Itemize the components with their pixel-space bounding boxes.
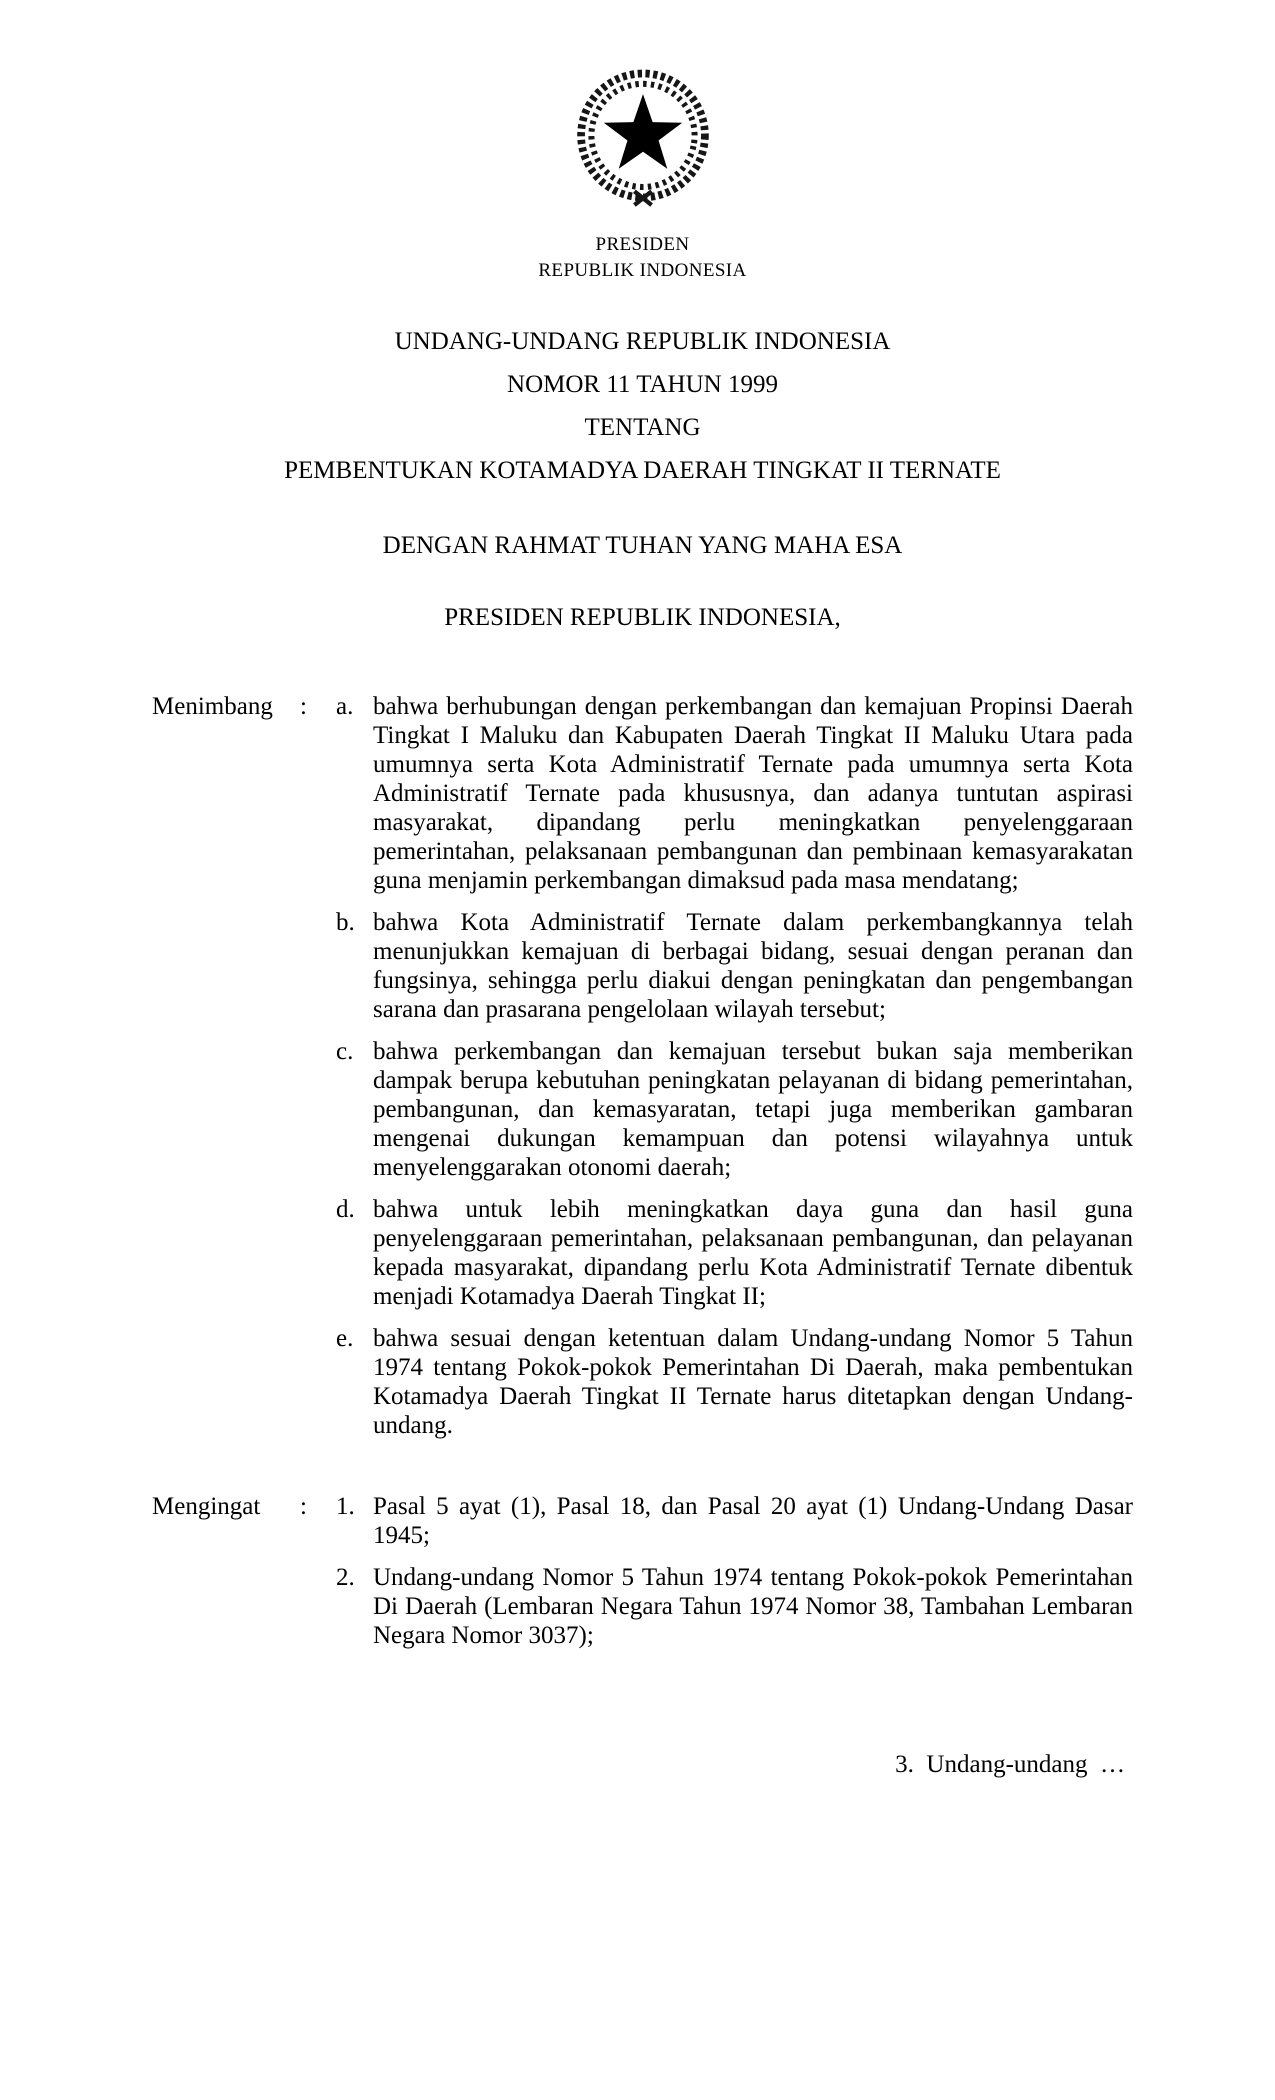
considerations-label: Menimbang: [152, 693, 273, 720]
title-law-name: UNDANG-UNDANG REPUBLIK INDONESIA: [394, 328, 891, 355]
considerations-items: [336, 692, 1133, 1440]
consideration-item-a: [336, 692, 1133, 895]
legal-basis-item-2: [336, 1563, 1133, 1650]
masthead-presiden: PRESIDEN: [595, 234, 690, 255]
consideration-item-d: [336, 1195, 1133, 1311]
consideration-item-e: [336, 1324, 1133, 1440]
masthead: [152, 52, 1133, 284]
title-law-number: NOMOR 11 TAHUN 1999: [507, 371, 778, 398]
item-marker: a.: [336, 693, 354, 720]
consideration-item-c: [336, 1037, 1133, 1182]
legal-basis-items: [336, 1492, 1133, 1650]
legal-basis-section: [152, 1492, 1133, 1650]
item-marker: e.: [336, 1325, 354, 1352]
considerations-section: [152, 692, 1133, 1440]
title-subject: PEMBENTUKAN KOTAMADYA DAERAH TINGKAT II TERNATE: [284, 457, 1001, 484]
consideration-item-b: [336, 908, 1133, 1024]
item-text: bahwa berhubungan dengan perkembangan dan kemajuan Propinsi Daerah Tingkat I Maluku dan Kabupaten Daerah Tingkat II Maluku Utara pada umumnya serta Kota Administratif Ternate pada umumnya serta Kota Administratif Ternate pada khususnya, dan adanya tuntutan aspirasi masyarakat, dipandang perlu meningkatkan penyelenggaraan pemerintahan, pelaksanaan pembangunan dan pembinaan kemasyarakatan guna menjamin perkembangan dimaksud pada masa mendatang;: [373, 693, 1133, 894]
item-text: Pasal 5 ayat (1), Pasal 18, dan Pasal 20 ayat (1) Undang-Undang Dasar 1945;: [373, 1493, 1133, 1549]
item-text: bahwa sesuai dengan ketentuan dalam Undang-undang Nomor 5 Tahun 1974 tentang Pokok-pokok Pemerintahan Di Daerah, maka pembentukan Kotamadya Daerah Tingkat II Ternate harus ditetapkan dengan Undang-undang.: [373, 1325, 1133, 1439]
item-text: bahwa Kota Administratif Ternate dalam perkembangkannya telah menunjukkan kemajuan di berbagai bidang, sesuai dengan peranan dan fungsinya, sehingga perlu diakui dengan peningkatan dan pengembangan sarana dan prasarana pengelolaan wilayah tersebut;: [373, 909, 1133, 1023]
item-text: bahwa perkembangan dan kemajuan tersebut bukan saja memberikan dampak berupa kebutuhan peningkatan pelayanan di bidang pemerintahan, pembangunan, dan kemasyaratan, tetapi juga memberikan gambaran mengenai dukungan kemampuan dan potensi wilayahnya untuk menyelenggarakan otonomi daerah;: [373, 1038, 1133, 1181]
item-text: Undang-undang Nomor 5 Tahun 1974 tentang Pokok-pokok Pemerintahan Di Daerah (Lembaran Negara Tahun 1974 Nomor 38, Tambahan Lembaran Negara Nomor 3037);: [373, 1564, 1133, 1649]
authority-line: PRESIDEN REPUBLIK INDONESIA,: [444, 604, 841, 631]
item-marker: 2.: [336, 1564, 355, 1591]
item-marker: 1.: [336, 1493, 355, 1520]
masthead-republik-indonesia: REPUBLIK INDONESIA: [538, 260, 747, 281]
item-marker: d.: [336, 1196, 355, 1223]
legal-basis-label: Mengingat: [152, 1493, 261, 1520]
title-tentang: TENTANG: [584, 414, 701, 441]
legal-basis-colon: :: [300, 1493, 307, 1520]
body-clauses: [152, 692, 1133, 1650]
document-title: [152, 320, 1133, 492]
legal-basis-item-1: [336, 1492, 1133, 1550]
considerations-colon: :: [300, 693, 307, 720]
presidential-seal-icon: [557, 52, 729, 224]
continuation-note: 3. Undang-undang …: [895, 1751, 1125, 1778]
invocation-line: DENGAN RAHMAT TUHAN YANG MAHA ESA: [382, 532, 903, 559]
item-marker: c.: [336, 1038, 354, 1065]
item-marker: b.: [336, 909, 355, 936]
item-text: bahwa untuk lebih meningkatkan daya guna dan hasil guna penyelenggaraan pemerintahan, pelaksanaan pembangunan, dan pelayanan kepada masyarakat, dipandang perlu Kota Administratif Ternate dibentuk menjadi Kotamadya Daerah Tingkat II;: [373, 1196, 1133, 1310]
